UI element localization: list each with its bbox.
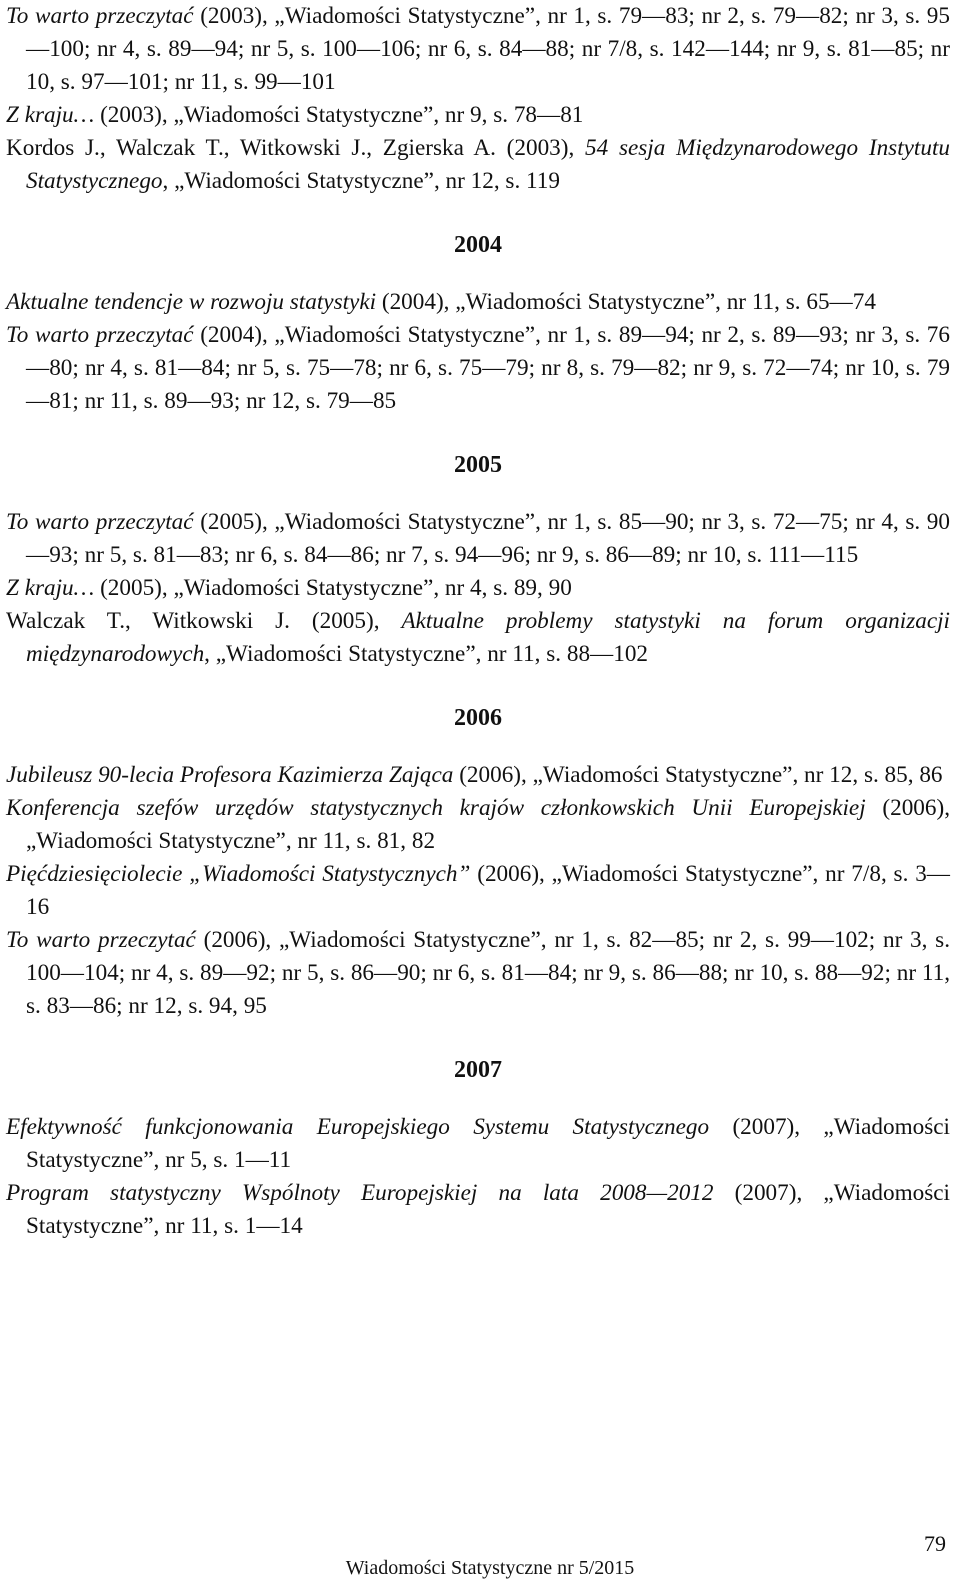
page-number: 79: [924, 1531, 946, 1556]
bib-entry: [6, 792, 950, 858]
year-heading: 2005: [454, 452, 502, 478]
bib-entry: [6, 572, 950, 605]
entry-title: To warto przeczytać: [6, 509, 194, 535]
entry-rest: (2005), „Wiadomości Statystyczne”, nr 1, s. 85—90; nr 3, s. 72—75; nr 4, s. 90—93; nr 5, s. 81—83; nr 6, s. 84—86; nr 7, s. 94—96; nr 9, s. 86—89; nr 10, s. 111—115: [26, 509, 950, 568]
entry-rest: (2003), „Wiadomości Statystyczne”, nr 9, s. 78—81: [94, 102, 584, 128]
entry-rest: , „Wiadomości Statystyczne”, nr 12, s. 119: [162, 168, 560, 194]
entry-title: To warto przeczytać: [6, 322, 194, 348]
bib-entry: [6, 1177, 950, 1243]
bib-entry: [6, 0, 950, 99]
entry-rest: (2004), „Wiadomości Statystyczne”, nr 1, s. 89—94; nr 2, s. 89—93; nr 3, s. 76—80; nr 4, s. 81—84; nr 5, s. 75—78; nr 6, s. 75—79; nr 8, s. 79—82; nr 9, s. 72—74; nr 10, s. 79—81; nr 11, s. 89—93; nr 12, s. 79—85: [26, 322, 950, 414]
entry-rest: (2006), „Wiadomości Statystyczne”, nr 12, s. 85, 86: [453, 762, 943, 788]
bib-entry: [6, 99, 950, 132]
entry-title: Z kraju…: [6, 575, 95, 601]
entry-rest: (2007), „Wiadomości Statystyczne”, nr 11, s. 1—14: [26, 1180, 950, 1239]
entry-title: 54 sesja Międzynarodowego Instytutu Statystycznego: [26, 135, 950, 194]
bib-entry: [6, 605, 950, 671]
entry-rest: (2006), „Wiadomości Statystyczne”, nr 11, s. 81, 82: [26, 795, 950, 854]
entry-title: Konferencja szefów urzędów statystycznych krajów członkowskich Unii Europejskiej: [6, 795, 866, 821]
entry-title: Jubileusz 90-lecia Profesora Kazimierza Zająca: [6, 762, 454, 788]
year-heading: 2007: [454, 1057, 502, 1083]
section-2006: [6, 671, 950, 1023]
bib-entry: [6, 759, 950, 792]
entry-title: Z kraju…: [6, 102, 95, 128]
entry-title: Aktualne tendencje w rozwoju statystyki: [6, 289, 377, 315]
entry-title: To warto przeczytać: [6, 927, 196, 953]
entry-rest: (2003), „Wiadomości Statystyczne”, nr 1, s. 79—83; nr 2, s. 79—82; nr 3, s. 95—100; nr 4, s. 89—94; nr 5, s. 100—106; nr 6, s. 84—88; nr 7/8, s. 142—144; nr 9, s. 81—85; nr 10, s. 97—101; nr 11, s. 99—101: [26, 3, 950, 95]
bib-entry: [6, 1111, 950, 1177]
entry-title: Pięćdziesięciolecie „Wiadomości Statystycznych”: [6, 861, 471, 887]
entry-authors: Walczak T., Witkowski J. (2005),: [6, 608, 402, 634]
year-heading: 2004: [454, 232, 502, 258]
bib-entry: [6, 506, 950, 572]
entry-title: Efektywność funkcjonowania Europejskiego Systemu Statystycznego: [6, 1114, 710, 1140]
section-2004: [6, 198, 950, 418]
bib-entry: [6, 286, 950, 319]
entry-rest: (2004), „Wiadomości Statystyczne”, nr 11, s. 65—74: [376, 289, 876, 315]
entry-rest: , „Wiadomości Statystyczne”, nr 11, s. 88—102: [204, 641, 649, 667]
entry-title: Program statystyczny Wspólnoty Europejskiej na lata 2008—2012: [6, 1180, 714, 1206]
page-footer: Wiadomości Statystyczne nr 5/2015: [345, 1557, 635, 1579]
entry-rest: (2007), „Wiadomości Statystyczne”, nr 5, s. 1—11: [26, 1114, 950, 1173]
section-2007: [6, 1023, 950, 1243]
entry-title: To warto przeczytać: [6, 3, 194, 29]
year-heading: 2006: [454, 705, 502, 731]
bib-entry: [6, 924, 950, 1023]
entry-title: Aktualne problemy statystyki na forum organizacji międzynarodowych: [26, 608, 950, 667]
section-2005: [6, 418, 950, 671]
entry-rest: (2006), „Wiadomości Statystyczne”, nr 1, s. 82—85; nr 2, s. 99—102; nr 3, s. 100—104; nr 4, s. 89—92; nr 5, s. 86—90; nr 6, s. 81—84; nr 9, s. 86—88; nr 10, s. 88—92; nr 11, s. 83—86; nr 12, s. 94, 95: [26, 927, 950, 1019]
section-2003: [6, 0, 950, 198]
bib-entry: [6, 858, 950, 924]
entry-rest: (2006), „Wiadomości Statystyczne”, nr 7/8, s. 3—16: [26, 861, 950, 920]
entry-rest: (2005), „Wiadomości Statystyczne”, nr 4, s. 89, 90: [94, 575, 572, 601]
bib-entry: [6, 132, 950, 198]
entry-authors: Kordos J., Walczak T., Witkowski J., Zgierska A. (2003),: [6, 135, 586, 161]
bib-entry: [6, 319, 950, 418]
